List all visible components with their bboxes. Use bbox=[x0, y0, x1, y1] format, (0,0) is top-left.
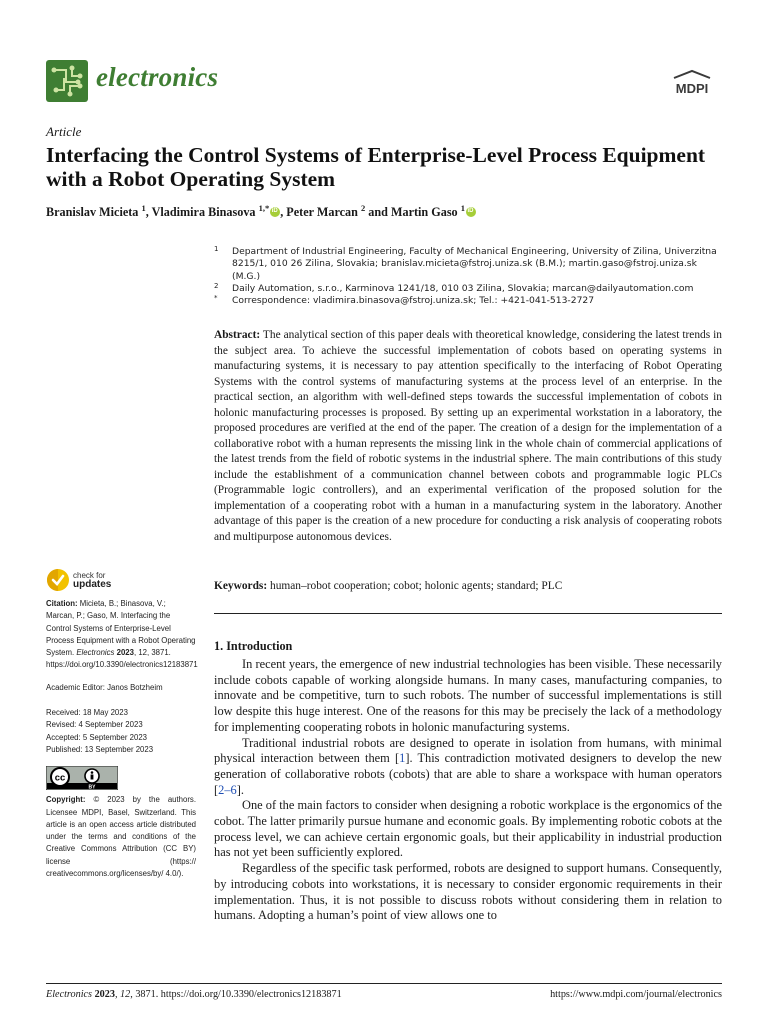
author-affiliation-mark: 2 bbox=[360, 203, 366, 213]
author-name[interactable]: Peter Marcan bbox=[286, 205, 358, 220]
author-name[interactable]: Branislav Micieta bbox=[46, 205, 139, 220]
author-separator: , bbox=[145, 205, 152, 220]
abstract-text: The analytical section of this paper deals with theoretical knowledge, considering the latest trends in the subject area. To achieve the successful implementation of cobots based on operating systems in manufacturing systems, it is necessary to pay attention specifically to the interfacing of Robot Operating Systems with the control systems of manufacturing systems at the process level of an enterprise. In the practical section, an algorithm with well-defined steps towards the successful implementation of cobots in holonic manufacturing processes is proposed. By setting up an experimental workstation in a laboratory, the proposed procedures are verified at the end of the paper. The creation of a design for the implementation of a collaborative robot with a human represents the missing link in the whole chain of commercial applications of the latest trends from the field of robotic systems in the industrial sphere. The main contributions of this study include the establishment of a communication channel between cobots and programmable logic PLCs (Programmable logic controllers), and an experimental verification of the proposed solution for the implementation of a cooperating robot with a human in a manufacturing system in the laboratory. Another advantage of this paper is the creation of a new procedure for conducting a risk analysis of cooperating robots and multipurpose autonomous devices. bbox=[214, 329, 722, 543]
article-type: Article bbox=[46, 124, 82, 139]
footer-journal: Electronics bbox=[46, 989, 93, 1000]
paragraph bbox=[214, 736, 722, 799]
affiliation-mark: 1 bbox=[214, 245, 219, 253]
copyright-label: Copyright: bbox=[46, 795, 86, 805]
author-affiliation-mark: 1,* bbox=[258, 203, 270, 213]
abstract bbox=[214, 328, 722, 545]
affiliation-text: Daily Automation, s.r.o., Karminova 1241/18, 010 03 Zilina, Slovakia; marcan@dailyautomation.com bbox=[232, 282, 694, 294]
affiliation-item bbox=[214, 283, 724, 295]
dates bbox=[46, 707, 196, 756]
copyright-text: © 2023 by the authors. Licensee MDPI, Basel, Switzerland. This article is an open access article distributed under the terms and conditions of the Creative Commons Attribution (CC BY) license (https:// creativecommons.org/licenses/by/ 4.0/). bbox=[46, 795, 196, 879]
paragraph-text: ]. This contradiction motivated designers to develop the new generation of collaborative robots (cobots) that are able to share a workspace with human operators [ bbox=[214, 751, 722, 797]
affiliation-item bbox=[214, 295, 724, 307]
date-published: Published: 13 September 2023 bbox=[46, 744, 154, 754]
affiliation-item bbox=[214, 246, 724, 283]
cc-by-label: BY bbox=[88, 784, 96, 791]
citation-doi[interactable]: , 12, 3871. https://doi.org/10.3390/electronics12183871 bbox=[46, 648, 198, 670]
footer-doi[interactable]: , 3871. https://doi.org/10.3390/electronics12183871 bbox=[130, 989, 342, 1000]
author-separator: and bbox=[365, 205, 391, 220]
footer-volume: , 12 bbox=[114, 989, 131, 1000]
author-affiliation-mark: 1 bbox=[460, 203, 465, 213]
date-accepted: Accepted: 5 September 2023 bbox=[46, 732, 147, 742]
section-heading: 1. Introduction bbox=[214, 639, 293, 653]
publisher-name: MDPI bbox=[675, 81, 709, 96]
intro-body bbox=[214, 657, 722, 924]
author-separator: , bbox=[280, 205, 287, 220]
check-updates-label: updates bbox=[73, 579, 112, 590]
check-for-updates-button[interactable] bbox=[46, 568, 146, 594]
orcid-icon[interactable] bbox=[270, 207, 280, 217]
keywords-label: Keywords: bbox=[214, 580, 268, 592]
keywords-text: human–robot cooperation; cobot; holonic agents; standard; PLC bbox=[267, 580, 563, 592]
citation-text: Micieta, B.; Binasova, V.; Marcan, P.; Gaso, M. Interfacing the Control Systems of Enterprise-Level Process Equipment with a Robot Operating System. bbox=[46, 599, 196, 658]
date-revised: Revised: 4 September 2023 bbox=[46, 720, 143, 730]
paragraph: In recent years, the emergence of new industrial technologies has been visible. These necessarily include cobots capable of working alongside humans. In many cases, manufacturing companies, to innovate and be competitive, turn to such robots. The number of successful implementations is still low despite this huge interest. One of the reasons for this may be precisely the lack of a methodology for implementing cooperating robots in holonic manufacturing systems. bbox=[214, 657, 722, 734]
affiliation-text: Department of Industrial Engineering, Faculty of Mechanical Engineering, University of Zilina, Univerzitna 8215/1, 010 26 Zilina, Slovakia; branislav.micieta@fstroj.uniza.sk (B.M.); martin.gaso@fstroj.uniza.sk (M.G.) bbox=[232, 246, 717, 282]
affiliations bbox=[214, 246, 724, 307]
paragraph-text: ]. bbox=[236, 782, 244, 797]
paragraph-text: Traditional industrial robots are designed to operate in isolation from humans, with minimal physical interaction between them [ bbox=[214, 735, 722, 766]
paragraph: One of the main factors to consider when designing a robotic workplace is the ergonomics of the cobot. The latter primarily pursue humane and economic goals. By implementing robotic cobots at the process level, we can achieve certain ergonomic goals, but their applicability in industrial production has not yet been sufficiently explored. bbox=[214, 798, 722, 860]
abstract-label: Abstract: bbox=[214, 329, 261, 341]
citation-year: 2023 bbox=[114, 648, 134, 658]
publisher-logo-icon bbox=[666, 68, 718, 98]
date-received: Received: 18 May 2023 bbox=[46, 708, 128, 718]
footer-year: 2023 bbox=[92, 989, 115, 1000]
journal-logo-icon bbox=[46, 60, 88, 102]
author-name[interactable]: Vladimira Binasova bbox=[151, 205, 256, 220]
author-name[interactable]: Martin Gaso bbox=[390, 205, 458, 220]
cc-label: cc bbox=[54, 772, 66, 784]
citation bbox=[46, 598, 196, 672]
paragraph: Regardless of the specific task performed, robots are designed to support humans. Consequently, by introducing cobots into workstations, it is necessary to consider ergonomic requirements in their implementation. Thus, it is not possible to discuss robots without considering them in relation to humans. Adopting a human’s point of view allows one to bbox=[214, 861, 722, 923]
journal-name: electronics bbox=[96, 62, 219, 92]
check-updates-icon bbox=[46, 568, 70, 592]
keywords bbox=[214, 579, 722, 594]
affiliation-mark: 2 bbox=[214, 281, 219, 290]
reference-link[interactable]: 1 bbox=[399, 751, 406, 766]
section-divider bbox=[214, 613, 722, 614]
author-affiliation-mark: 1 bbox=[141, 203, 146, 213]
reference-link[interactable]: 2–6 bbox=[218, 782, 237, 797]
academic-editor: Academic Editor: Janos Botzheim bbox=[46, 682, 163, 692]
affiliation-mark: * bbox=[214, 294, 218, 303]
footer-journal-url[interactable]: https://www.mdpi.com/journal/electronics bbox=[550, 989, 722, 1000]
sidebar bbox=[46, 598, 196, 880]
footer-citation bbox=[46, 989, 342, 1000]
footer-divider bbox=[46, 983, 722, 984]
copyright bbox=[46, 794, 196, 880]
check-updates-label: check for bbox=[73, 571, 106, 580]
citation-journal: Electronics bbox=[76, 648, 115, 658]
author-list bbox=[46, 203, 476, 220]
orcid-icon[interactable] bbox=[466, 207, 476, 217]
cc-by-license-icon[interactable] bbox=[46, 766, 118, 790]
article-title: Interfacing the Control Systems of Enterprise-Level Process Equipment with a Robot Operating System bbox=[46, 143, 706, 191]
affiliation-text: Correspondence: vladimira.binasova@fstroj.uniza.sk; Tel.: +421-041-513-2727 bbox=[232, 295, 595, 307]
citation-label: Citation: bbox=[46, 599, 78, 608]
